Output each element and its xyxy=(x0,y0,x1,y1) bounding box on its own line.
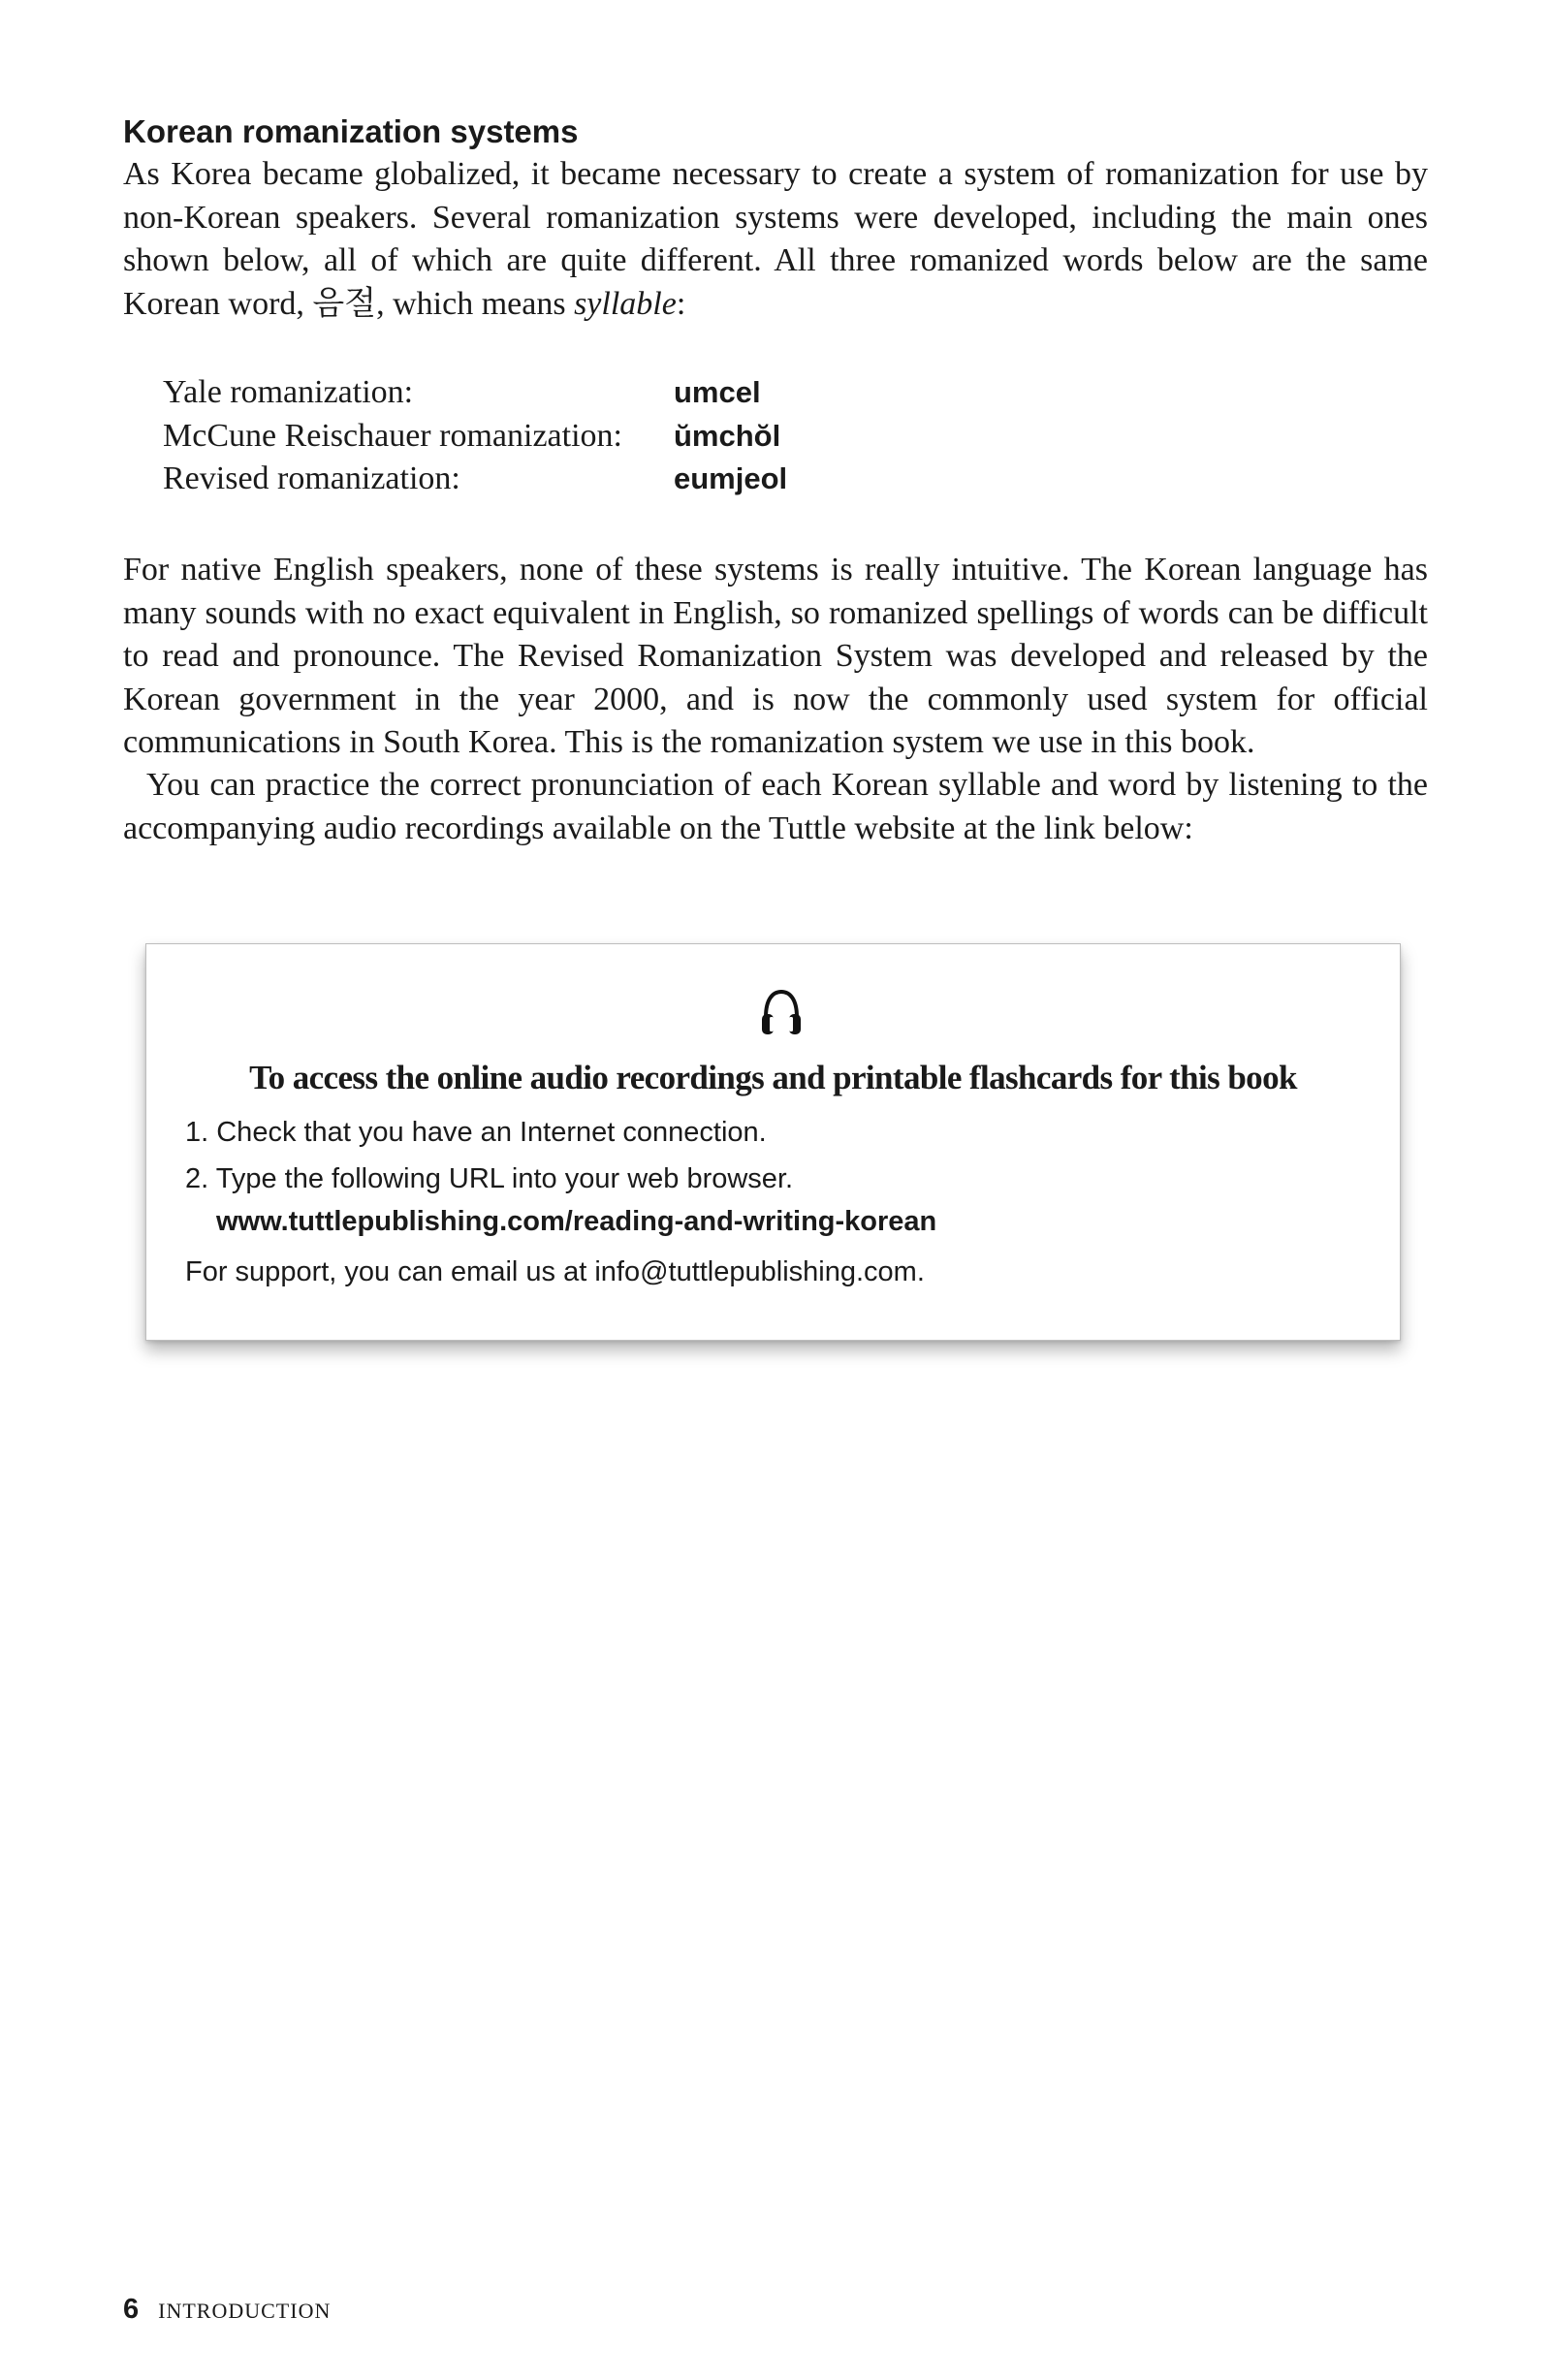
support-text: For support, you can email us at info@tuttlepublishing.com. xyxy=(185,1256,925,1287)
box-instructions xyxy=(185,1111,936,1293)
romanization-row-revised xyxy=(163,458,787,501)
step-2: 2. Type the following URL into your web browser. xyxy=(185,1163,794,1194)
romanization-value: umcel xyxy=(674,375,761,409)
romanization-value: eumjeol xyxy=(674,461,788,495)
page-footer xyxy=(123,2292,331,2329)
romanization-row-yale xyxy=(163,371,787,415)
romanization-table xyxy=(163,371,787,501)
romanization-value: ŭmchŏl xyxy=(674,418,781,453)
audio-access-box xyxy=(145,943,1401,1341)
romanization-row-mccune xyxy=(163,415,787,459)
box-title: To access the online audio recordings and printable flashcards for this book xyxy=(249,1059,1297,1096)
intro-emphasis: syllable xyxy=(574,285,677,322)
intro-text-end: : xyxy=(676,285,686,322)
headphones-icon xyxy=(761,988,802,1038)
audio-url-link[interactable]: www.tuttlepublishing.com/reading-and-writing-korean xyxy=(216,1206,937,1237)
body-paragraph-1: For native English speakers, none of these systems is really intuitive. The Korean language has many sounds with no exact equivalent in English, so romanized spellings of words can be difficult to read and pronounce. The Revised Romanization System was developed and released by the Korean government in the year 2000, and is now the commonly used system for official communications in South Korea. This is the romanization system we use in this book. xyxy=(123,552,1428,760)
romanization-label: Revised romanization: xyxy=(163,460,460,496)
body-paragraph-2: You can practice the correct pronunciation of each Korean syllable and word by listening to the accompanying audio recordings available on the Tuttle website at the link below: xyxy=(123,767,1428,846)
intro-text: As Korea became globalized, it became necessary to create a system of romanization for use by non-Korean speakers. Several romanization systems were developed, including the main ones shown below, all of which are quite different. All three romanized words below are the same Korean word, 음절, which means xyxy=(123,156,1428,322)
page-number: 6 xyxy=(123,2294,140,2325)
section-heading: Korean romanization systems xyxy=(123,113,579,149)
step-1: 1. Check that you have an Internet connection. xyxy=(185,1117,767,1148)
romanization-label: McCune Reischauer romanization: xyxy=(163,417,622,454)
romanization-label: Yale romanization: xyxy=(163,374,414,410)
intro-paragraph xyxy=(123,153,1428,326)
running-head: INTRODUCTION xyxy=(158,2299,332,2323)
